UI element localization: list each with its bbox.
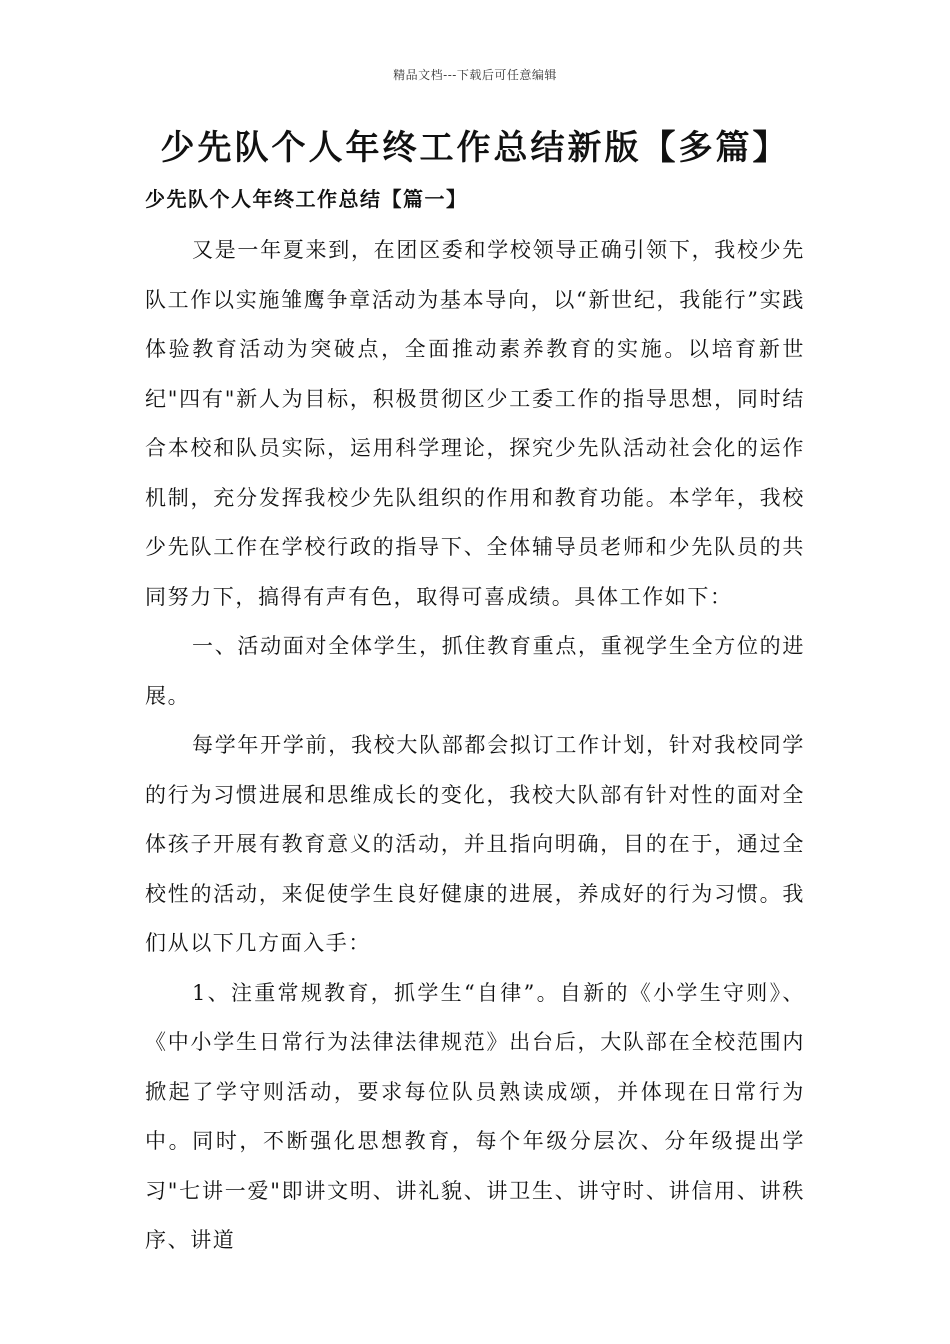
- paragraph-planning: 每学年开学前，我校大队部都会拟订工作计划，针对我校同学的行为习惯进展和思维成长的变化，我校大队部有针对性的面对全体孩子开展有教育意义的活动，并且指向明确，目的在于，通过全校性的活动，来促使学生良好健康的进展，养成好的行为习惯。我们从以下几方面入手：: [145, 733, 805, 955]
- paragraph-intro: 又是一年夏来到，在团区委和学校领导正确引领下，我校少先队工作以实施雏鹰争章活动为基本导向，以“新世纪，我能行”实践体验教育活动为突破点，全面推动素养教育的实施。以培育新世纪"四有"新人为目标，积极贯彻区少工委工作的指导思想，同时结合本校和队员实际，运用科学理论，探究少先队活动社会化的运作机制，充分发挥我校少先队组织的作用和教育功能。本学年，我校少先队工作在学校行政的指导下、全体辅导员老师和少先队员的共同努力下，搞得有声有色，取得可喜成绩。具体工作如下：: [145, 238, 805, 609]
- section-title: 少先队个人年终工作总结【篇一】: [145, 187, 468, 211]
- document-body: [145, 226, 805, 1266]
- paragraph-heading-one: 一、活动面对全体学生，抓住教育重点，重视学生全方位的进展。: [145, 634, 805, 708]
- paragraph-item-one: 1、注重常规教育，抓学生“自律”。自新的《小学生守则》、《中小学生日常行为法律法律规范》出台后，大队部在全校范围内掀起了学守则活动，要求每位队员熟读成颂，并体现在日常行为中。同时，不断强化思想教育，每个年级分层次、分年级提出学习"七讲一爱"即讲文明、讲礼貌、讲卫生、讲守时、讲信用、讲秩序、讲道: [145, 980, 805, 1252]
- header-note: 精品文档---下载后可任意编辑: [393, 68, 557, 82]
- document-title: 少先队个人年终工作总结新版【多篇】: [160, 128, 790, 168]
